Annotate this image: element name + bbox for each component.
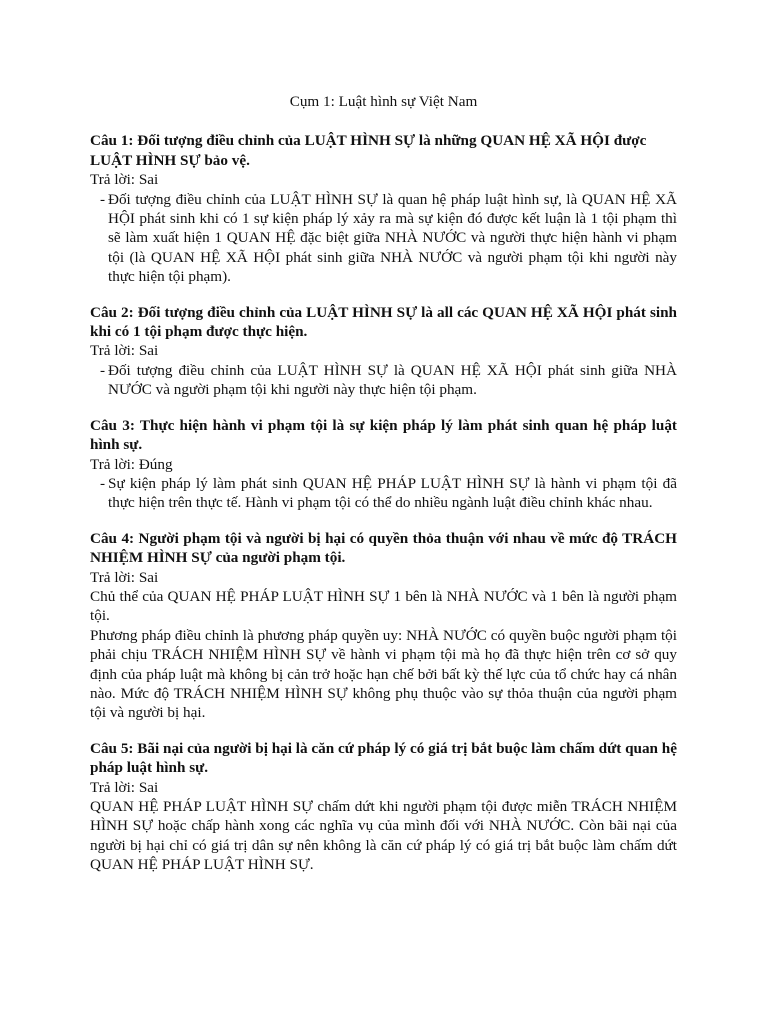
explanation-bullet bbox=[90, 474, 677, 513]
document-page bbox=[90, 92, 677, 891]
bullet-text: Sự kiện pháp lý làm phát sinh QUAN HỆ PHÁP LUẬT HÌNH SỰ là hành vi phạm tội đã thực hiện trên thực tế. Hành vi phạm tội có thể do nhiều ngành luật điều chỉnh khác nhau. bbox=[108, 474, 677, 512]
question-line: Câu 3: Thực hiện hành vi phạm tội là sự kiện pháp lý làm phát sinh quan hệ pháp luật hình sự. bbox=[90, 416, 677, 454]
bullet-text: Đối tượng điều chỉnh của LUẬT HÌNH SỰ là QUAN HỆ XÃ HỘI phát sinh giữa NHÀ NƯỚC và người phạm tội khi người này thực hiện tội phạm. bbox=[108, 361, 677, 399]
bullet-dash: - bbox=[100, 361, 106, 379]
question-line: Câu 1: Đối tượng điều chỉnh của LUẬT HÌNH SỰ là những QUAN HỆ XÃ HỘI được bbox=[90, 132, 647, 150]
question-list bbox=[90, 131, 677, 874]
bullet-text: Đối tượng điều chỉnh của LUẬT HÌNH SỰ là quan hệ pháp luật hình sự, là QUAN HỆ XÃ HỘI phát sinh khi có 1 sự kiện pháp lý xảy ra mà sự kiện đó được kết luận là 1 tội phạm thì sẽ làm xuất hiện 1 QUAN HỆ đặc biệt giữa NHÀ NƯỚC và người thực hiện hành vi phạm tội (là QUAN HỆ XÃ HỘI phát sinh giữa NHÀ NƯỚC và người phạm tội khi người này thực hiện tội phạm). bbox=[108, 190, 677, 286]
answer-label: Trả lời: Đúng bbox=[90, 455, 173, 473]
question-text bbox=[90, 529, 677, 568]
question-line: Câu 5: Bãi nại của người bị hại là căn cứ pháp lý có giá trị bắt buộc làm chấm dứt quan hệ pháp luật hình sự. bbox=[90, 739, 677, 777]
answer-label: Trả lời: Sai bbox=[90, 778, 159, 796]
answer-label: Trả lời: Sai bbox=[90, 568, 159, 586]
question-block bbox=[90, 739, 677, 875]
question-block bbox=[90, 303, 677, 400]
bullet-dash: - bbox=[100, 474, 106, 492]
explanation-bullet bbox=[90, 190, 677, 287]
question-line: LUẬT HÌNH SỰ bảo vệ. bbox=[90, 151, 250, 169]
answer-label: Trả lời: Sai bbox=[90, 342, 159, 360]
explanation-paragraph: QUAN HỆ PHÁP LUẬT HÌNH SỰ chấm dứt khi người phạm tội được miễn TRÁCH NHIỆM HÌNH SỰ hoặc chấp hành xong các nghĩa vụ của mình đối với NHÀ NƯỚC. Còn bãi nại của người bị hại chỉ có giá trị dân sự nên không là căn cứ pháp lý có giá trị bắt buộc làm chấm dứt QUAN HỆ PHÁP LUẬT HÌNH SỰ. bbox=[90, 798, 677, 874]
explanation-bullet bbox=[90, 361, 677, 400]
question-block bbox=[90, 529, 677, 723]
question-text bbox=[90, 416, 677, 455]
explanation-paragraph: Phương pháp điều chỉnh là phương pháp quyền uy: NHÀ NƯỚC có quyền buộc người phạm tội phải chịu TRÁCH NHIỆM HÌNH SỰ về hành vi phạm tội mà họ đã thực hiện trên cơ sở quy định của pháp luật mà không bị cản trở hoặc hạn chế bởi bất kỳ thế lực của tổ chức hay cá nhân nào. Mức độ TRÁCH NHIỆM HÌNH SỰ không phụ thuộc vào sự thỏa thuận của người phạm tội và người bị hại. bbox=[90, 626, 677, 722]
explanation-paragraph: Chủ thể của QUAN HỆ PHÁP LUẬT HÌNH SỰ 1 bên là NHÀ NƯỚC và 1 bên là người phạm tội. bbox=[90, 587, 677, 625]
answer-label: Trả lời: Sai bbox=[90, 171, 159, 189]
question-block bbox=[90, 416, 677, 513]
question-line: Câu 2: Đối tượng điều chỉnh của LUẬT HÌNH SỰ là all các QUAN HỆ XÃ HỘI phát sinh khi có 1 tội phạm được thực hiện. bbox=[90, 303, 677, 341]
question-text bbox=[90, 739, 677, 778]
question-text bbox=[90, 131, 677, 170]
bullet-dash: - bbox=[100, 190, 106, 208]
question-line: Câu 4: Người phạm tội và người bị hại có quyền thỏa thuận với nhau về mức độ TRÁCH NHIỆM HÌNH SỰ của người phạm tội. bbox=[90, 529, 677, 567]
question-block bbox=[90, 131, 677, 286]
question-text bbox=[90, 303, 677, 342]
document-title: Cụm 1: Luật hình sự Việt Nam bbox=[289, 93, 478, 110]
